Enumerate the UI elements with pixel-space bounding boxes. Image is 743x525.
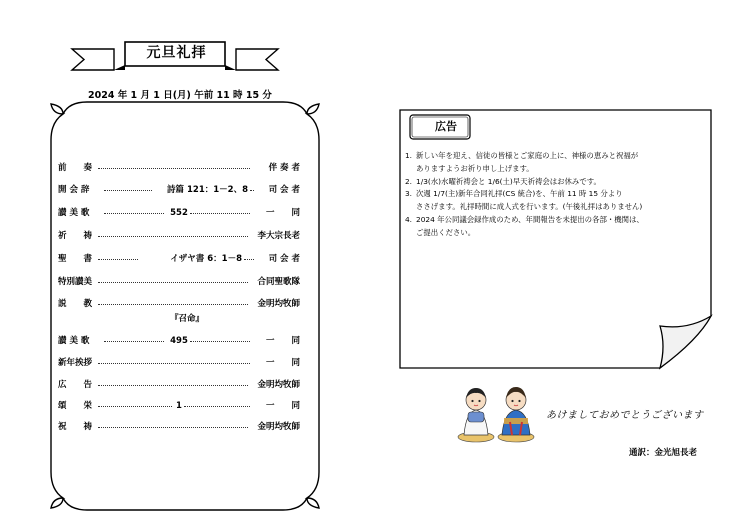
program-person: 司 会 者: [268, 254, 300, 264]
notice-line: ささげます。礼拝時間に成人式を行います。(午後礼拝はありません): [416, 202, 643, 212]
program-person: 李大宗長老: [257, 231, 300, 241]
dot-leader: [250, 190, 254, 191]
program-label: 新年挨拶: [58, 358, 93, 368]
program-row: [58, 206, 300, 220]
program-row: [58, 275, 300, 289]
calling-header: 『召命』: [170, 314, 205, 324]
program-label: 広 告: [58, 380, 93, 390]
dot-leader: [98, 363, 250, 364]
dot-leader: [190, 213, 250, 214]
interpreter: 通訳：金光旭長老: [628, 448, 697, 458]
program-row: [58, 334, 300, 348]
program-person: 伴 奏 者: [268, 163, 300, 173]
program-person: 金明均牧師: [257, 422, 300, 432]
dot-leader: [98, 168, 250, 169]
notice-number: 4.: [404, 214, 412, 224]
program-person: 金明均牧師: [257, 380, 300, 390]
program-row: [58, 229, 300, 243]
notice-item: [394, 150, 706, 176]
program-row: [58, 356, 300, 370]
notice-item: [394, 176, 706, 189]
dot-leader: [244, 259, 254, 260]
program-label: 前 奏: [58, 163, 93, 173]
program-person: 司 会 者: [268, 185, 300, 195]
notice-line: 2024 年公同議会録作成のため、年間報告を未提出の各部・機関は、: [416, 214, 644, 224]
new-year-greeting: あけましておめでとうございます: [546, 410, 704, 421]
program-person: 金明均牧師: [257, 299, 300, 309]
hymn-number: 552: [170, 208, 188, 218]
dot-leader: [98, 304, 248, 305]
program-scripture: 詩篇 121：1－2、8: [167, 185, 248, 195]
hymn-number: 495: [170, 336, 188, 346]
notice-line: ご提出ください。: [416, 227, 476, 237]
program-row: [58, 399, 300, 413]
program-row: [58, 183, 300, 197]
dot-leader: [184, 406, 250, 407]
program-label: 聖 書: [58, 254, 93, 264]
notice-number: 3.: [404, 189, 412, 199]
program-row: [58, 420, 300, 434]
notice-line: ありますようお祈り申し上げます。: [416, 163, 534, 173]
notice-list: [394, 150, 706, 240]
program-label: 讃 美 歌: [58, 208, 90, 218]
notice-heading: 広告: [435, 120, 457, 133]
notice-line: 1/3(水)水曜祈祷会と 1/6(土)早天祈祷会はお休みです。: [416, 176, 601, 186]
program-label: 讃 美 歌: [58, 336, 90, 346]
program-person: 合同聖歌隊: [257, 277, 300, 287]
program-person: 一 同: [265, 401, 300, 411]
program-row: [58, 297, 300, 311]
dot-leader: [104, 190, 152, 191]
program-person: 一 同: [265, 336, 300, 346]
program-person: 一 同: [265, 208, 300, 218]
program-row: [58, 378, 300, 392]
program-label: 頌 栄: [58, 401, 93, 411]
dot-leader: [98, 385, 248, 386]
notice-number: 2.: [404, 176, 412, 186]
hanbok-children-illustration: [454, 382, 546, 444]
program-label: 開 会 辞: [58, 185, 90, 195]
dot-leader: [190, 341, 250, 342]
page-title: 元旦礼拝: [146, 45, 207, 61]
program-label: 祝 祷: [58, 422, 93, 432]
notice-item: [394, 214, 706, 240]
program-label: 説 教: [58, 299, 93, 309]
program-scripture: イザヤ書 6：1－8: [170, 254, 242, 264]
notice-number: 1.: [404, 151, 412, 160]
program-row: [58, 161, 300, 175]
program-label: 特別讃美: [58, 277, 93, 287]
notice-item: [394, 188, 706, 214]
dot-leader: [98, 427, 248, 428]
hymn-number: 1: [176, 401, 182, 411]
service-date: 2024 年 1 月 1 日(月) 午前 11 時 15 分: [88, 90, 272, 101]
program-person: 一 同: [265, 358, 300, 368]
notice-line: 新しい年を迎え、信徒の皆様とご家庭の上に、神様の恵みと祝福が: [416, 151, 639, 160]
dot-leader: [98, 282, 248, 283]
notice-line: 次週 1/7(主)新年合同礼拝(CS 統合)を、午前 11 時 15 分より: [416, 189, 623, 199]
program-label: 祈 祷: [58, 231, 93, 241]
program-row: [58, 252, 300, 266]
dot-leader: [98, 236, 248, 237]
dot-leader: [98, 259, 138, 260]
